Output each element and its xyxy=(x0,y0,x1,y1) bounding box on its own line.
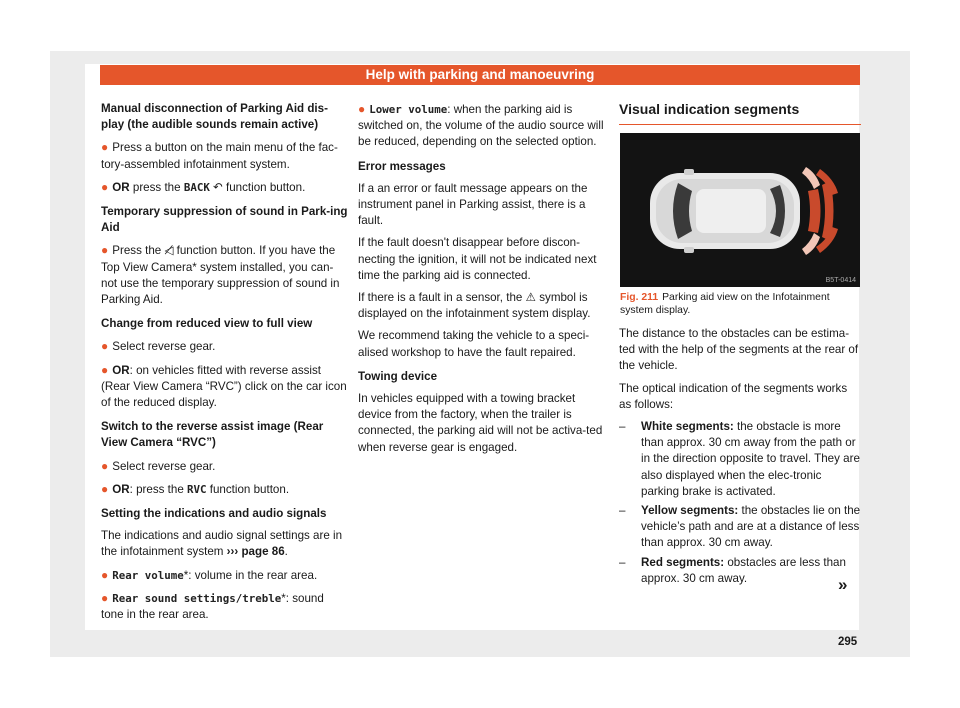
list-item: – White segments: the obstacle is more than approx. 30 cm away from the path or in the direction opposite to travel. They are also displayed when the elec-tronic parking brake is activated. xyxy=(619,420,860,498)
bullet-icon: ● xyxy=(101,458,109,473)
heading-switch-rvc: Switch to the reverse assist image (Rear View Camera “RVC”) xyxy=(101,420,324,450)
figure-number: Fig. 211 xyxy=(620,292,659,303)
mute-speaker-icon: ◁̸ xyxy=(164,244,174,258)
heading-towing-device: Towing device xyxy=(358,369,438,383)
rvc-key-label: RVC xyxy=(187,482,207,496)
parking-aid-figure xyxy=(620,133,860,287)
bullet-icon: ● xyxy=(101,590,109,605)
mirror xyxy=(684,169,694,175)
heading-settings: Setting the indications and audio signals xyxy=(101,507,327,521)
list-item: – Yellow segments: the obstacles lie on the vehicle’s path and are at a distance of less than approx. 30 cm away. xyxy=(619,504,861,550)
bullet-icon: ● xyxy=(101,339,109,354)
segment-list xyxy=(619,419,861,587)
back-key-label: BACK xyxy=(183,180,210,194)
segment-light-bottom xyxy=(802,233,820,255)
bullet-icon: ● xyxy=(101,179,109,194)
section-title: Visual indication segments xyxy=(619,101,861,125)
column-right xyxy=(619,101,861,131)
bullet-icon: ● xyxy=(101,140,109,155)
list-item: ● Press the ◁̸ function button. If you have the Top View Camera* system installed, you can-not use the temporary suppression of sound in Parking Aid. xyxy=(101,243,340,307)
bullet-icon: ● xyxy=(101,362,109,377)
heading-error-messages: Error messages xyxy=(358,159,446,173)
column-left xyxy=(101,101,349,629)
list-item: ● Select reverse gear. xyxy=(101,339,216,354)
segment-red-inner xyxy=(808,189,821,233)
column-right-body xyxy=(619,326,861,590)
list-item: ● Press a button on the main menu of the fac-tory-assembled infotainment system. xyxy=(101,140,338,171)
paragraph: The distance to the obstacles can be estima-ted with the help of the segments at the rear of the vehicle. xyxy=(619,327,859,373)
paragraph: The optical indication of the segments works as follows: xyxy=(619,381,848,411)
heading-temporary-suppression: Temporary suppression of sound in Park-ing Aid xyxy=(101,205,348,235)
list-item: – Red segments: obstacles are less than approx. 30 cm away. xyxy=(619,555,846,585)
page-reference-link[interactable]: ››› page 86 xyxy=(226,545,285,559)
list-item: ● OR: on vehicles fitted with reverse assist (Rear View Camera “RVC”) click on the car icon of the reduced display. xyxy=(101,362,347,410)
continue-mark: » xyxy=(838,575,848,594)
column-middle xyxy=(358,101,605,462)
list-item: ● OR: press the RVC function button. xyxy=(101,481,290,496)
figure-code: B5T-0414 xyxy=(825,277,856,284)
bullet-icon: ● xyxy=(101,567,109,582)
car-top-view-illustration xyxy=(620,133,860,287)
list-item: ● Select reverse gear. xyxy=(101,458,216,473)
warning-triangle-icon: ⚠ xyxy=(525,291,536,305)
car-roof xyxy=(696,189,766,233)
paragraph: If a an error or fault message appears on the instrument panel in Parking assist, there is a fault. xyxy=(358,181,588,228)
paragraph: In vehicles equipped with a towing bracket device from the factory, when the trailer is connected, the parking aid will not be activa-ted when reverse gear is engaged. xyxy=(358,392,603,454)
list-item: ● Rear volume*: volume in the rear area. xyxy=(101,567,318,582)
list-item: ● Lower volume: when the parking aid is switched on, the volume of the audio source will be reduced, depending on the selected option. xyxy=(358,102,604,149)
paragraph: If there is a fault in a sensor, the ⚠ symbol is displayed on the infotainment system display. xyxy=(358,291,591,321)
bullet-icon: ● xyxy=(101,481,109,496)
figure-caption: Fig. 211 Parking aid view on the Infotainment system display. xyxy=(620,292,830,316)
chapter-header: Help with parking and manoeuvring xyxy=(100,65,860,85)
bullet-icon: ● xyxy=(358,102,366,116)
page-number: 295 xyxy=(838,636,858,648)
mirror xyxy=(684,247,694,253)
list-item: ● OR press the BACK ↶ function button. xyxy=(101,179,306,194)
list-item: ● Rear sound settings/treble*: sound tone in the rear area. xyxy=(101,590,324,622)
bullet-icon: ● xyxy=(101,243,109,258)
segment-light-top xyxy=(802,167,820,189)
heading-reduced-to-full: Change from reduced view to full view xyxy=(101,317,313,331)
paragraph: We recommend taking the vehicle to a speci-alised workshop to have the fault repaired. xyxy=(358,329,590,359)
paragraph: If the fault doesn't disappear before discon-necting the ignition, it will not be indicated next time the parking aid is connected. xyxy=(358,236,597,282)
heading-manual-disconnection: Manual disconnection of Parking Aid dis-play (the audible sounds remain active) xyxy=(101,102,328,132)
back-arrow-icon: ↶ xyxy=(213,180,223,194)
settings-paragraph: The indications and audio signal settings are in the infotainment system ››› page 86. xyxy=(101,529,343,559)
